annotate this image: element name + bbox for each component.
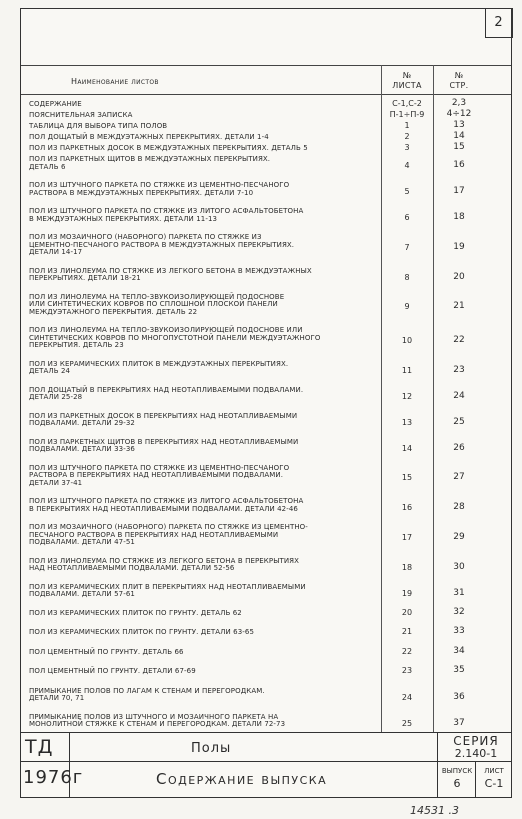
drawing-sheet bbox=[20, 8, 512, 798]
row-title-line: ТАБЛИЦА ДЛЯ ВЫБОРА ТИПА ПОЛОВ bbox=[29, 122, 168, 130]
table-row bbox=[21, 131, 511, 142]
table-row bbox=[21, 558, 511, 573]
row-title-line: СИНТЕТИЧЕСКИХ КОВРОВ ПО МНОГОПУСТОТНОЙ ПАНЕЛИ МЕЖДУЭТАЖНОГО bbox=[29, 333, 321, 342]
row-title-line: ПОЛ ИЗ ШТУЧНОГО ПАРКЕТА ПО СТЯЖКЕ ИЗ ЛИТОГО АСФАЛЬТОБЕТОНА bbox=[29, 207, 304, 215]
row-page-number: 22 bbox=[453, 334, 465, 345]
row-title bbox=[29, 134, 374, 142]
table-row bbox=[21, 294, 511, 317]
row-page-number: 20 bbox=[453, 271, 465, 282]
row-title-line: ДЕТАЛИ 70, 71 bbox=[29, 694, 85, 702]
row-sheet-number: 25 bbox=[401, 718, 413, 728]
table-row bbox=[21, 268, 511, 283]
row-page-number: 37 bbox=[453, 717, 465, 728]
row-title-line: МЕЖДУЭТАЖНОГО ПЕРЕКРЫТИЯ. ДЕТАЛЬ 22 bbox=[29, 307, 198, 316]
row-title bbox=[29, 208, 374, 223]
row-page-number: 17 bbox=[453, 186, 465, 196]
row-title bbox=[29, 668, 374, 676]
row-sheet-number: 9 bbox=[404, 302, 410, 312]
issue-label: ВЫПУСК bbox=[441, 767, 473, 775]
row-title bbox=[29, 498, 374, 513]
table-row bbox=[21, 688, 511, 703]
row-title-line: ПОЛ ИЗ КЕРАМИЧЕСКИХ ПЛИТОК В МЕЖДУЭТАЖНЫХ ПЕРЕКРЫТИЯХ. bbox=[29, 359, 289, 368]
row-title-line: ДЕТАЛИ 25-28 bbox=[29, 393, 83, 401]
row-sheet-number: 20 bbox=[401, 607, 413, 617]
table-row bbox=[21, 584, 511, 599]
row-title-line: ДЕТАЛИ 14-17 bbox=[29, 248, 83, 256]
row-page-number: 13 bbox=[453, 120, 465, 131]
row-title bbox=[29, 413, 374, 428]
row-title bbox=[29, 629, 374, 637]
row-title-line: ПОЛ ИЗ КЕРАМИЧЕСКИХ ПЛИТ В ПЕРЕКРЫТИЯХ НАД НЕОТАПЛИВАЕМЫМИ bbox=[29, 582, 306, 591]
row-sheet-number: 21 bbox=[401, 627, 413, 637]
row-title bbox=[29, 524, 374, 547]
series-code: 2.140-1 bbox=[454, 747, 498, 760]
table-row bbox=[21, 156, 511, 171]
row-sheet-number: 19 bbox=[401, 588, 413, 598]
row-page-number: 27 bbox=[453, 472, 465, 483]
row-page-number: 33 bbox=[453, 626, 465, 637]
row-sheet-number: 16 bbox=[401, 503, 413, 512]
row-title-line: ПОЛ ИЗ ПАРКЕТНЫХ ДОСОК В ПЕРЕКРЫТИЯХ НАД НЕОТАПЛИВАЕМЫМИ bbox=[29, 411, 298, 420]
row-title bbox=[29, 234, 374, 257]
row-title-line: ДЕТАЛИ 37-41 bbox=[29, 478, 83, 487]
table-row bbox=[21, 98, 511, 109]
header-title: Наименование листов bbox=[71, 77, 159, 86]
row-title-line: ПОЛ ИЗ ЛИНОЛЕУМА НА ТЕПЛО-ЗВУКОИЗОЛИРУЮЩЕЙ ПОДОСНОВЕ bbox=[29, 292, 285, 301]
row-page-number: 16 bbox=[453, 160, 465, 170]
row-sheet-number: 4 bbox=[404, 161, 410, 170]
row-title-line: ПОЛ ИЗ ШТУЧНОГО ПАРКЕТА ПО СТЯЖКЕ ИЗ ЦЕМЕНТНО-ПЕСЧАНОГО bbox=[29, 181, 290, 189]
row-page-number: 35 bbox=[453, 665, 465, 676]
row-sheet-number: 10 bbox=[401, 335, 413, 345]
table-row bbox=[21, 109, 511, 120]
row-sheet-number: 23 bbox=[401, 666, 413, 676]
row-title bbox=[29, 439, 374, 454]
table-row bbox=[21, 327, 511, 350]
row-title bbox=[29, 145, 374, 153]
row-sheet-number: 18 bbox=[401, 562, 413, 572]
row-title-line: В МЕЖДУЭТАЖНЫХ ПЕРЕКРЫТИЯХ. ДЕТАЛИ 11-13 bbox=[29, 214, 218, 223]
row-title-line: ИЛИ СИНТЕТИЧЕСКИХ КОВРОВ ПО СПЛОШНОЙ ПЛОСКОЙ ПАНЕЛИ bbox=[29, 300, 278, 308]
row-sheet-number: 3 bbox=[404, 143, 410, 153]
row-page-number: 4÷12 bbox=[446, 109, 472, 120]
table-row bbox=[21, 387, 511, 402]
sheet-value: С-1 bbox=[484, 777, 504, 790]
row-title bbox=[29, 558, 374, 573]
sheet-title: Содержание выпуска bbox=[156, 770, 328, 788]
row-title-line: ПОЛ ИЗ ШТУЧНОГО ПАРКЕТА ПО СТЯЖКЕ ИЗ ЛИТОГО АСФАЛЬТОБЕТОНА bbox=[29, 497, 304, 505]
row-title-line: ДЕТАЛЬ 24 bbox=[29, 367, 71, 375]
row-sheet-number: 11 bbox=[401, 365, 413, 375]
org-code: ТД bbox=[25, 736, 54, 758]
table-row bbox=[21, 606, 511, 618]
contents-table bbox=[21, 95, 511, 735]
row-title bbox=[29, 156, 374, 171]
row-sheet-number: 22 bbox=[401, 646, 413, 656]
row-title-line: ПОДВАЛАМИ. ДЕТАЛИ 57-61 bbox=[29, 590, 135, 598]
row-title bbox=[29, 268, 374, 283]
table-header bbox=[21, 65, 511, 95]
row-page-number: 24 bbox=[453, 390, 465, 401]
table-row bbox=[21, 413, 511, 428]
subject: Полы bbox=[191, 741, 232, 756]
table-row bbox=[21, 361, 511, 376]
row-title-line: ПОДВАЛАМИ. ДЕТАЛИ 47-51 bbox=[29, 538, 135, 546]
row-sheet-number: 24 bbox=[401, 692, 413, 702]
row-title-line: РАСТВОРА В МЕЖДУЭТАЖНЫХ ПЕРЕКРЫТИЯХ. ДЕТАЛИ 7-10 bbox=[29, 188, 254, 197]
row-page-number: 30 bbox=[453, 561, 465, 572]
row-title bbox=[29, 610, 374, 618]
row-page-number: 25 bbox=[453, 416, 465, 427]
row-title bbox=[29, 714, 374, 729]
row-title-line: РАСТВОРА В ПЕРЕКРЫТИЯХ НАД НЕОТАПЛИВАЕМЫМИ ПОДВАЛАМИ. bbox=[29, 471, 284, 479]
row-title bbox=[29, 182, 374, 197]
row-title-line: ПОЛ ЦЕМЕНТНЫЙ ПО ГРУНТУ. ДЕТАЛИ 67-69 bbox=[29, 667, 196, 675]
row-title bbox=[29, 465, 374, 488]
table-row bbox=[21, 142, 511, 153]
row-title bbox=[29, 387, 374, 402]
row-sheet-number: П-1÷П-9 bbox=[389, 110, 425, 120]
sheet-label: ЛИСТ bbox=[484, 767, 504, 775]
row-title-line: ПРИМЫКАНИЕ ПОЛОВ ИЗ ШТУЧНОГО И МОЗАИЧНОГО ПАРКЕТА НА bbox=[29, 712, 279, 721]
row-sheet-number: 15 bbox=[401, 473, 413, 483]
table-row bbox=[21, 465, 511, 488]
row-title-line: В ПЕРЕКРЫТИЯХ НАД НЕОТАПЛИВАЕМЫМИ ПОДВАЛАМИ. ДЕТАЛИ 42-46 bbox=[29, 504, 298, 513]
row-page-number: 21 bbox=[453, 301, 465, 312]
row-title-line: ПОЛ ИЗ ЛИНОЛЕУМА НА ТЕПЛО-ЗВУКОИЗОЛИРУЮЩЕЙ ПОДОСНОВЕ ИЛИ bbox=[29, 326, 303, 334]
row-title-line: ПОЛ ИЗ ПАРКЕТНЫХ ЩИТОВ В МЕЖДУЭТАЖНЫХ ПЕРЕКРЫТИЯХ. bbox=[29, 155, 271, 163]
row-page-number: 29 bbox=[453, 531, 465, 542]
row-page-number: 15 bbox=[453, 142, 465, 153]
row-title-line: ПОЛ ИЗ КЕРАМИЧЕСКИХ ПЛИТОК ПО ГРУНТУ. ДЕТАЛИ 63-65 bbox=[29, 628, 255, 636]
row-title-line: ЦЕМЕНТНО-ПЕСЧАНОГО РАСТВОРА В МЕЖДУЭТАЖНЫХ ПЕРЕКРЫТИЯХ. bbox=[29, 240, 295, 249]
row-page-number: 23 bbox=[453, 364, 465, 375]
row-sheet-number: С-1,С-2 bbox=[392, 99, 422, 109]
row-sheet-number: 13 bbox=[401, 417, 413, 427]
row-sheet-number: 1 bbox=[404, 121, 410, 131]
row-title-line: ПОЛ ИЗ ШТУЧНОГО ПАРКЕТА ПО СТЯЖКЕ ИЗ ЦЕМЕНТНО-ПЕСЧАНОГО bbox=[29, 463, 290, 472]
row-title bbox=[29, 294, 374, 317]
row-sheet-number: 12 bbox=[401, 391, 413, 401]
row-page-number: 19 bbox=[453, 241, 465, 252]
row-title-line: ПОЛ ИЗ МОЗАИЧНОГО (НАБОРНОГО) ПАРКЕТА ПО СТЯЖКЕ ИЗ ЦЕМЕНТНО- bbox=[29, 523, 308, 531]
header-page-col: № СТР. bbox=[449, 71, 469, 90]
page-number: 2 bbox=[485, 8, 513, 38]
row-sheet-number: 7 bbox=[404, 242, 410, 252]
row-title-line: ПОЛ ИЗ КЕРАМИЧЕСКИХ ПЛИТОК ПО ГРУНТУ. ДЕТАЛЬ 62 bbox=[29, 608, 242, 617]
title-block bbox=[21, 732, 511, 797]
row-title-line: ПОЛ ИЗ МОЗАИЧНОГО (НАБОРНОГО) ПАРКЕТА ПО СТЯЖКЕ ИЗ bbox=[29, 233, 262, 241]
row-title-line: ПОЛ ДОЩАТЫЙ В ПЕРЕКРЫТИЯХ НАД НЕОТАПЛИВАЕМЫМИ ПОДВАЛАМИ. bbox=[29, 385, 304, 394]
table-row bbox=[21, 120, 511, 131]
row-title-line: ПЕСЧАНОГО РАСТВОРА В ПЕРЕКРЫТИЯХ НАД НЕОТАПЛИВАЕМЫМИ bbox=[29, 530, 279, 539]
row-title-line: ПОЛ ДОЩАТЫЙ В МЕЖДУЭТАЖНЫХ ПЕРЕКРЫТИЯХ. ДЕТАЛИ 1-4 bbox=[29, 133, 269, 141]
row-title-line: ПОЛ ИЗ ЛИНОЛЕУМА ПО СТЯЖКЕ ИЗ ЛЕГКОГО БЕТОНА В ПЕРЕКРЫТИЯХ bbox=[29, 556, 300, 565]
row-title-line: ПРИМЫКАНИЕ ПОЛОВ ПО ЛАГАМ К СТЕНАМ И ПЕРЕГОРОДКАМ. bbox=[29, 686, 265, 695]
table-row bbox=[21, 714, 511, 729]
row-sheet-number: 2 bbox=[404, 132, 410, 142]
table-row bbox=[21, 439, 511, 454]
row-title-line: ПОДВАЛАМИ. ДЕТАЛИ 33-36 bbox=[29, 445, 135, 453]
row-title bbox=[29, 112, 374, 120]
row-title-line: ПОЛ ИЗ ПАРКЕТНЫХ ДОСОК В МЕЖДУЭТАЖНЫХ ПЕРЕКРЫТИЯХ. ДЕТАЛЬ 5 bbox=[29, 144, 308, 152]
table-row bbox=[21, 665, 511, 676]
row-title bbox=[29, 123, 374, 131]
row-title-line: ПОЛ ИЗ ПАРКЕТНЫХ ЩИТОВ В ПЕРЕКРЫТИЯХ НАД НЕОТАПЛИВАЕМЫМИ bbox=[29, 437, 299, 446]
row-sheet-number: 5 bbox=[404, 187, 410, 196]
row-title bbox=[29, 688, 374, 703]
row-title-line: НАД НЕОТАПЛИВАЕМЫМИ ПОДВАЛАМИ. ДЕТАЛИ 52-56 bbox=[29, 564, 235, 572]
row-page-number: 32 bbox=[453, 606, 465, 617]
row-title-line: СОДЕРЖАНИЕ bbox=[29, 100, 82, 108]
table-row bbox=[21, 524, 511, 547]
row-sheet-number: 8 bbox=[404, 272, 410, 282]
issue-value: 6 bbox=[453, 777, 461, 790]
row-title-line: ПОДВАЛАМИ. ДЕТАЛИ 29-32 bbox=[29, 419, 135, 427]
header-sheet-col: № ЛИСТА bbox=[392, 71, 422, 90]
table-row bbox=[21, 645, 511, 657]
table-row bbox=[21, 626, 511, 637]
row-title-line: ПЕРЕКРЫТИЯХ. ДЕТАЛИ 18-21 bbox=[29, 274, 141, 282]
table-row bbox=[21, 234, 511, 257]
row-page-number: 36 bbox=[453, 691, 465, 702]
year: 1976г bbox=[23, 767, 84, 788]
archive-number: 14531 .3 bbox=[410, 804, 459, 817]
row-page-number: 2,3 bbox=[451, 98, 467, 109]
table-row bbox=[21, 182, 511, 197]
row-title bbox=[29, 327, 374, 350]
row-title-line: МОНОЛИТНОЙ СТЯЖКЕ К СТЕНАМ И ПЕРЕГОРОДКАМ. ДЕТАЛИ 72-73 bbox=[29, 720, 286, 728]
row-page-number: 28 bbox=[453, 502, 465, 512]
table-row bbox=[21, 208, 511, 223]
row-page-number: 18 bbox=[453, 212, 465, 222]
row-page-number: 26 bbox=[453, 442, 465, 453]
table-row bbox=[21, 498, 511, 513]
row-sheet-number: 6 bbox=[404, 213, 410, 222]
row-page-number: 31 bbox=[453, 587, 465, 598]
row-title-line: ДЕТАЛЬ 6 bbox=[29, 162, 66, 171]
row-title bbox=[29, 101, 374, 109]
row-title bbox=[29, 584, 374, 599]
row-title-line: ПОЯСНИТЕЛЬНАЯ ЗАПИСКА bbox=[29, 111, 133, 119]
row-title-line: ПЕРЕКРЫТИЯ. ДЕТАЛЬ 23 bbox=[29, 341, 124, 349]
row-title-line: ПОЛ ИЗ ЛИНОЛЕУМА ПО СТЯЖКЕ ИЗ ЛЕГКОГО БЕТОНА В МЕЖДУЭТАЖНЫХ bbox=[29, 266, 312, 275]
row-sheet-number: 14 bbox=[401, 443, 413, 453]
series-label: СЕРИЯ bbox=[453, 734, 499, 748]
row-title bbox=[29, 361, 374, 376]
row-page-number: 34 bbox=[453, 645, 465, 656]
row-sheet-number: 17 bbox=[401, 532, 413, 542]
row-title bbox=[29, 649, 374, 657]
row-page-number: 14 bbox=[453, 131, 465, 142]
row-title-line: ПОЛ ЦЕМЕНТНЫЙ ПО ГРУНТУ. ДЕТАЛЬ 66 bbox=[29, 647, 184, 656]
